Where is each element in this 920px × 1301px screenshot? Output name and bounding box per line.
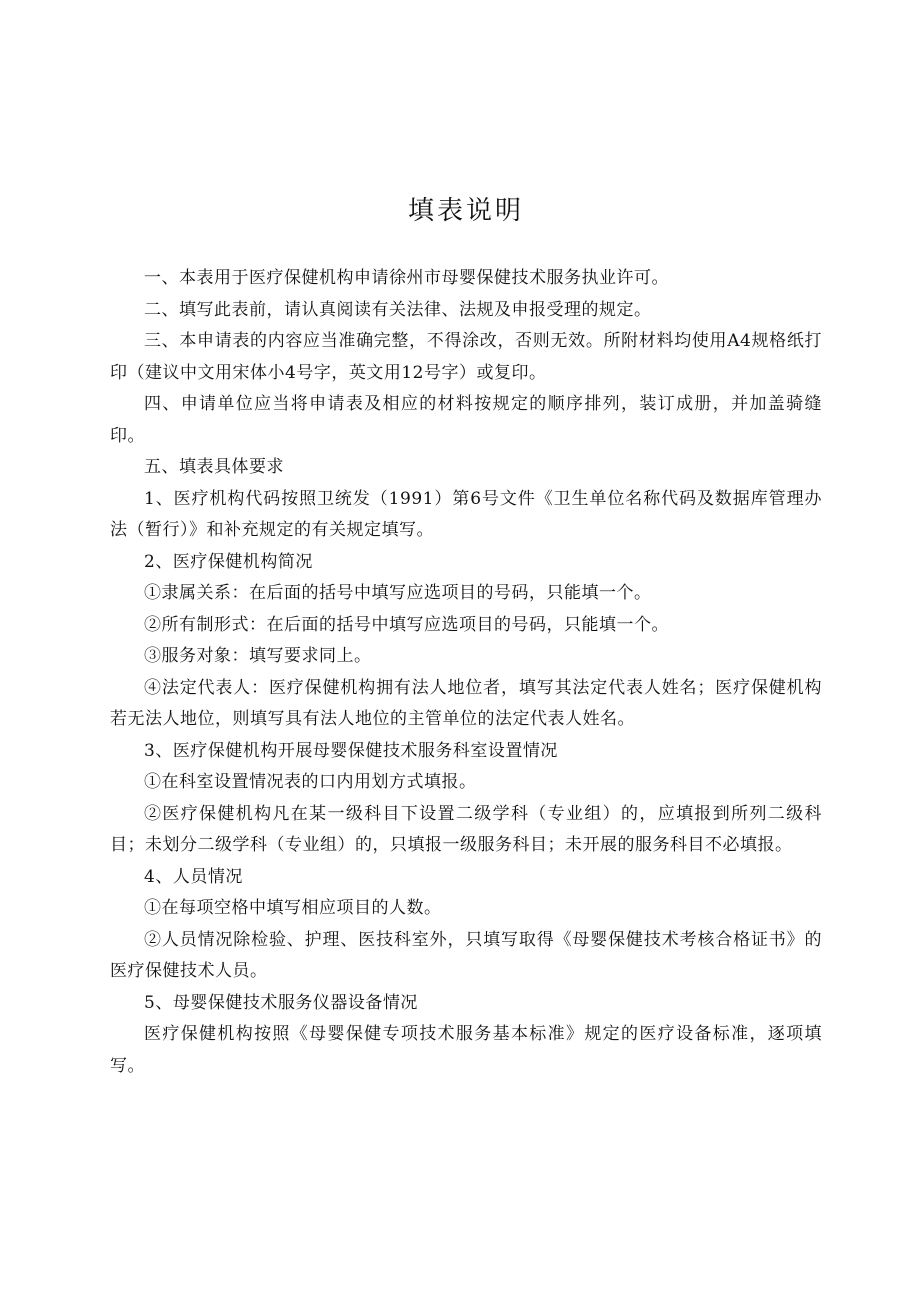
subsection-2-item-2: ②所有制形式：在后面的括号中填写应选项目的号码，只能填一个。 [144,614,669,635]
subsection-4-item-1: ①在每项空格中填写相应项目的人数。 [144,898,442,918]
subsection-4-item-2: ②人员情况除检验、护理、医技科室外，只填写取得《母婴保健技术考核合格证书》的医疗保健技术人员。 [110,929,822,981]
paragraph-3: 三、本申请表的内容应当准确完整，不得涂改，否则无效。所附材料均使用A4规格纸打印（建议中文用宋体小4号字，英文用12号字）或复印。 [110,331,822,383]
subsection-5-body: 医疗保健机构按照《母婴保健专项技术服务基本标准》规定的医疗设备标准，逐项填写。 [110,1024,822,1076]
subsection-2-item-1: ①隶属关系：在后面的括号中填写应选项目的号码，只能填一个。 [144,583,652,603]
paragraph-1: 一、本表用于医疗保健机构申请徐州市母婴保健技术服务执业许可。 [144,268,669,288]
document-title: 填表说明 [407,196,524,226]
subsection-3-item-2: ②医疗保健机构凡在某一级科目下设置二级学科（专业组）的，应填报到所列二级科目；未划分二级学科（专业组）的，只填报一级服务科目；未开展的服务科目不必填报。 [110,803,822,855]
document-page [110,190,822,1082]
subsection-2-item-4: ④法定代表人：医疗保健机构拥有法人地位者，填写其法定代表人姓名；医疗保健机构若无法人地位，则填写具有法人地位的主管单位的法定代表人姓名。 [110,677,822,729]
subsection-3-heading: 3、医疗保健机构开展母婴保健技术服务科室设置情况 [144,740,558,761]
subsection-1: 1、医疗机构代码按照卫统发（1991）第6号文件《卫生单位名称代码及数据库管理办法（暂行）》和补充规定的有关规定填写。 [110,488,822,540]
subsection-2-item-3: ③服务对象：填写要求同上。 [144,646,372,666]
subsection-4-heading: 4、人员情况 [144,866,243,887]
section-heading-5: 五、填表具体要求 [144,457,284,477]
paragraph-4: 四、申请单位应当将申请表及相应的材料按规定的顺序排列，装订成册，并加盖骑缝印。 [110,394,822,446]
subsection-5-heading: 5、母婴保健技术服务仪器设备情况 [144,992,418,1013]
subsection-3-item-1: ①在科室设置情况表的口内用划方式填报。 [144,772,477,792]
subsection-2-heading: 2、医疗保健机构简况 [144,551,313,572]
paragraph-2: 二、填写此表前，请认真阅读有关法律、法规及申报受理的规定。 [144,299,652,320]
